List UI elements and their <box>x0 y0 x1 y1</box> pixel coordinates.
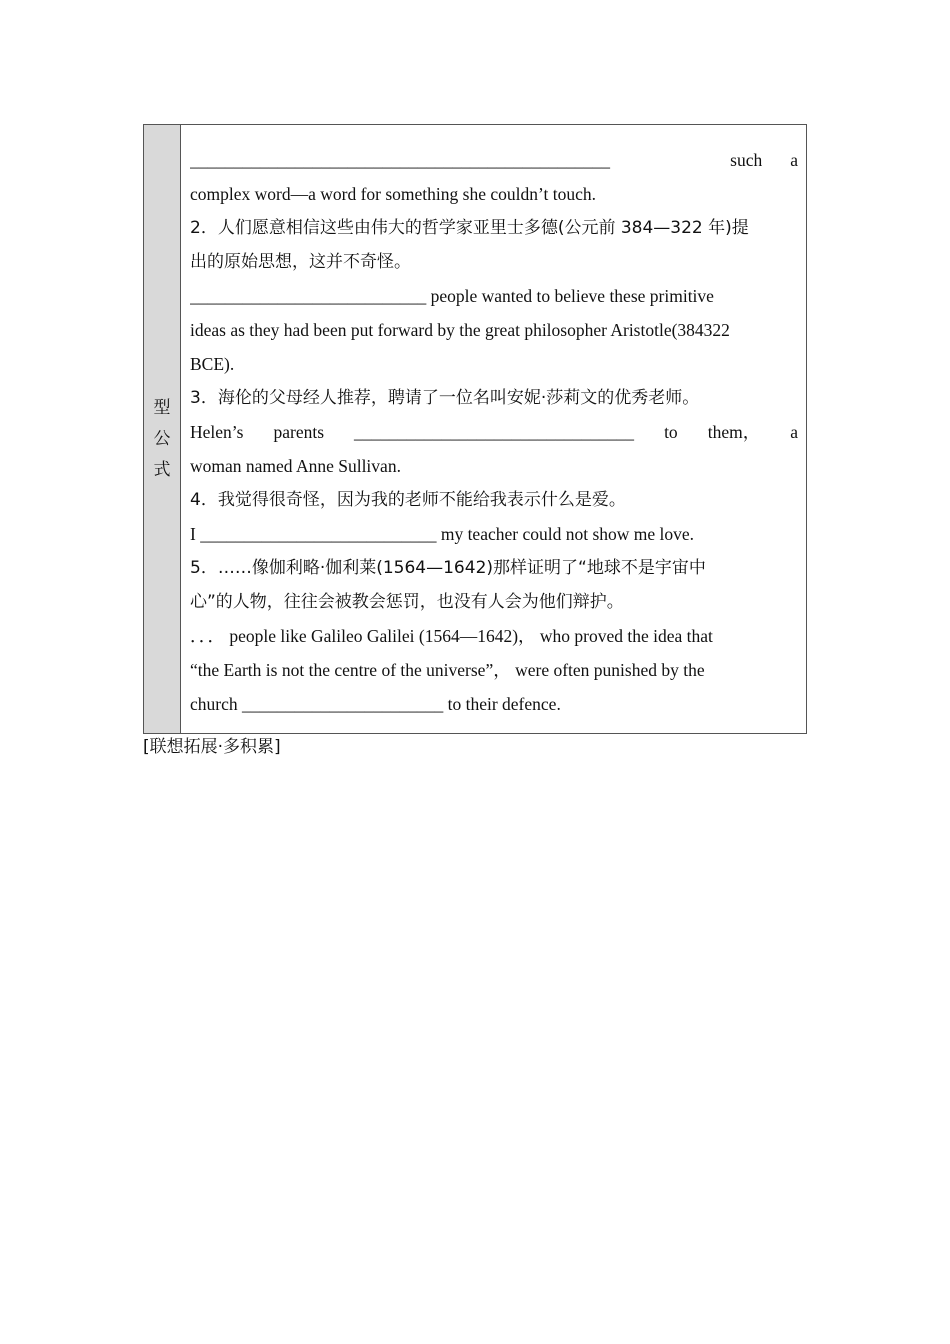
line-11: 4．我觉得很奇怪，因为我的老师不能给我表示什么是爱。 <box>190 490 626 510</box>
word: such <box>730 150 763 170</box>
line-3: 2．人们愿意相信这些由伟大的哲学家亚里士多德(公元前 384—322 年)提 <box>190 218 749 238</box>
line-16: “the Earth is not the centre of the universe”， were often punished by the <box>190 660 705 680</box>
side-label: 型 公 式 <box>153 397 171 480</box>
word: a <box>790 422 798 442</box>
line-5: ___________________________ people wanted to believe these primitive <box>190 286 714 306</box>
line-9 <box>190 415 798 449</box>
line-8: 3．海伦的父母经人推荐，聘请了一位名叫安妮·莎莉文的优秀老师。 <box>190 388 700 408</box>
blank: ________________________________________________ <box>190 150 610 170</box>
exercise-table <box>143 124 807 734</box>
line-15: ．．． people like Galileo Galilei (1564—1642)， who proved the idea that <box>190 626 713 646</box>
exercise-content <box>181 125 806 733</box>
line-1 <box>190 143 798 177</box>
line-4: 出的原始思想，这并不奇怪。 <box>190 252 411 272</box>
side-column <box>144 125 181 733</box>
word: parents <box>273 422 325 442</box>
line-2: complex word—a word for something she couldn’t touch. <box>190 184 596 204</box>
line-6: ideas as they had been put forward by the great philosopher Aristotle(384322 <box>190 320 730 340</box>
word: Helen’s <box>190 422 244 442</box>
line-17: church _______________________ to their defence. <box>190 694 561 714</box>
line-12: I ___________________________ my teacher could not show me love. <box>190 524 695 544</box>
blank: ________________________________ <box>354 422 635 442</box>
line-13: 5．……像伽利略·伽利莱(1564—1642)那样证明了“地球不是宇宙中 <box>190 558 706 578</box>
word: to <box>664 422 678 442</box>
word: a <box>790 150 798 170</box>
word: them， <box>707 422 761 442</box>
section-heading: [联想拓展·多积累] <box>143 737 281 757</box>
line-7: BCE). <box>190 354 235 374</box>
line-10: woman named Anne Sullivan. <box>190 456 401 476</box>
line-14: 心”的人物，往往会被教会惩罚，也没有人会为他们辩护。 <box>190 592 624 612</box>
